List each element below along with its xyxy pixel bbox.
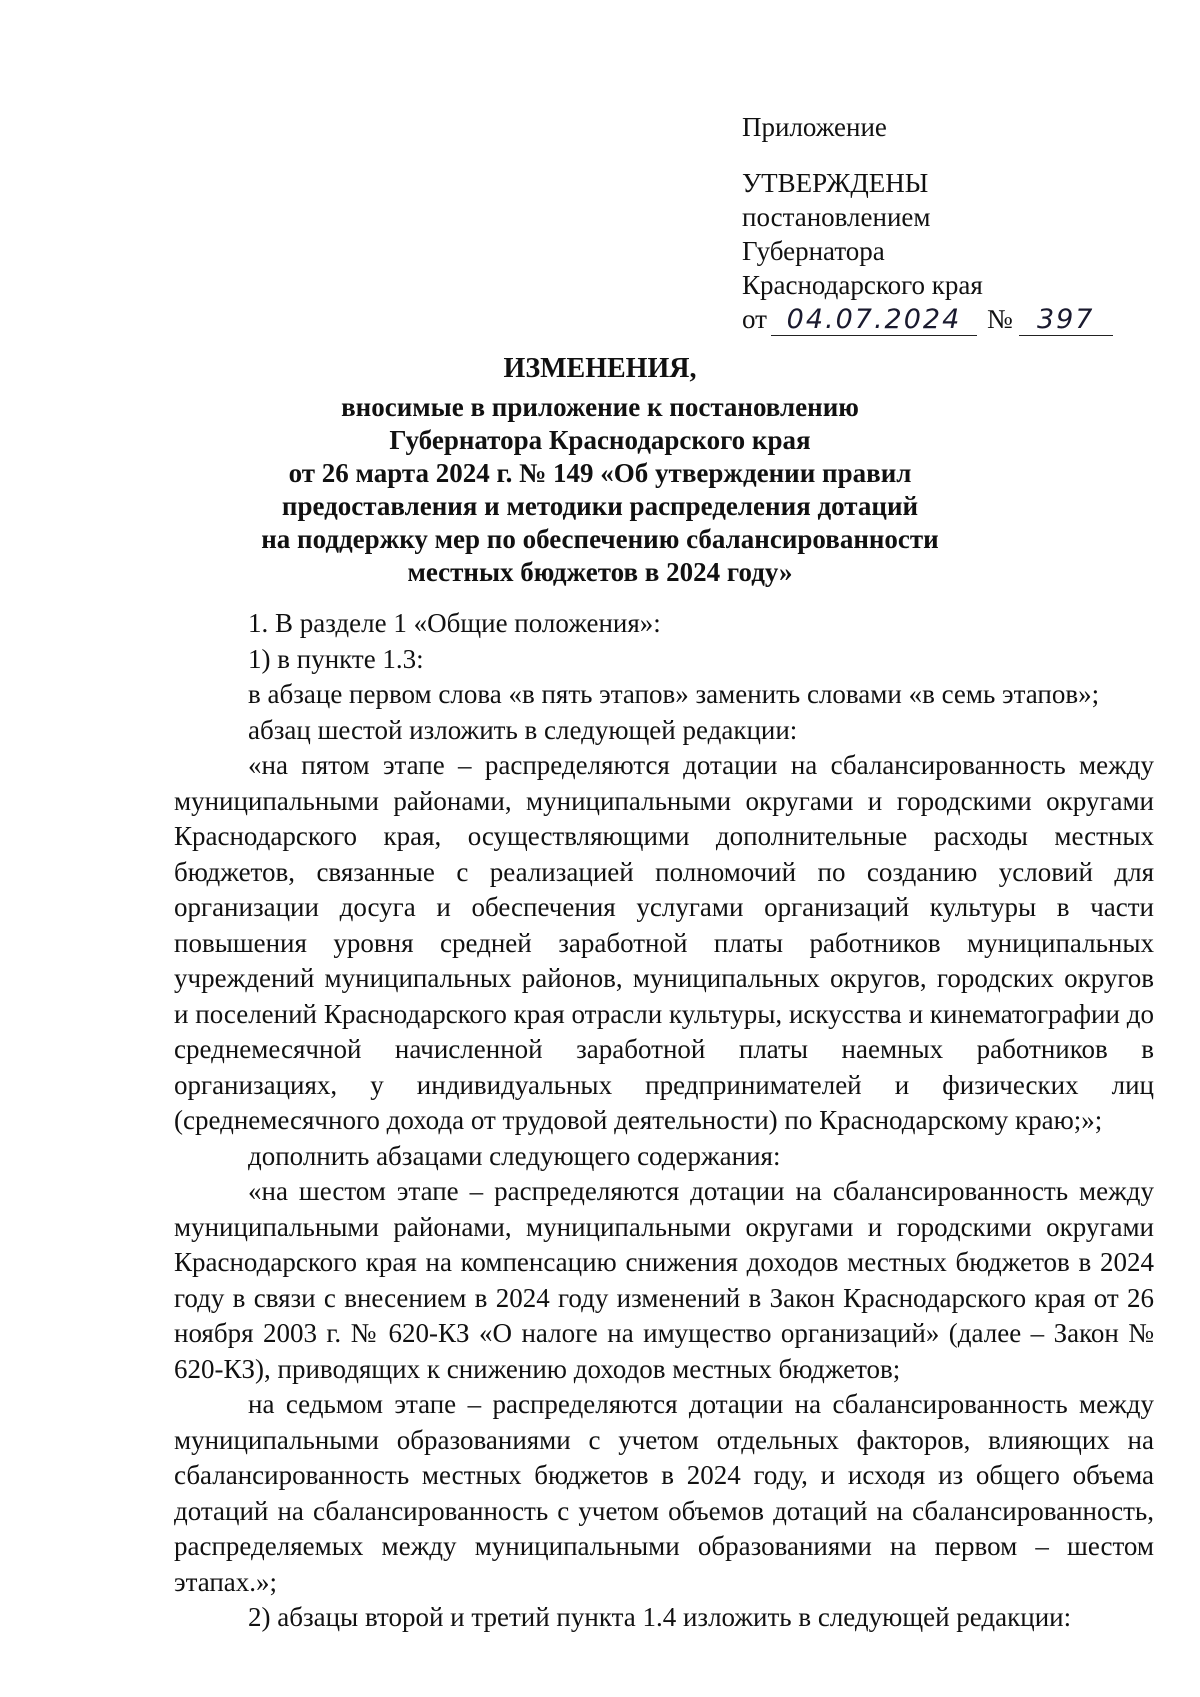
title-line: вносимые в приложение к постановлению	[341, 392, 859, 422]
body-paragraph: «на шестом этапе – распределяются дотации на сбалансированность между муниципальными районами, муниципальными округами и городскими округами Краснодарского края на компенсацию снижения доходов местных бюджетов в 2024 году в связи с внесением в 2024 году изменений в Закон Краснодарского края от 26 ноября 2003 г. № 620-КЗ «О налоге на имущество организаций» (далее – Закон № 620-КЗ), приводящих к снижению доходов местных бюджетов;	[174, 1176, 1154, 1384]
date-prefix: от	[742, 304, 767, 334]
body-paragraph: 2) абзацы второй и третий пункта 1.4 изложить в следующей редакции:	[248, 1602, 1072, 1632]
title-line: на поддержку мер по обеспечению сбалансированности	[261, 524, 939, 554]
body-paragraph: 1. В разделе 1 «Общие положения»:	[248, 608, 661, 638]
body-paragraph: дополнить абзацами следующего содержания:	[248, 1140, 781, 1171]
governor-label: Губернатора	[742, 236, 885, 266]
body-paragraph: абзац шестой изложить в следующей редакции:	[248, 714, 798, 745]
document-body	[174, 606, 1154, 1636]
title-line: Губернатора Краснодарского края	[389, 425, 811, 455]
resolution-label: постановлением	[742, 202, 931, 232]
appendix-label: Приложение	[742, 112, 887, 142]
region-label: Краснодарского края	[742, 270, 983, 300]
date-number-line	[742, 302, 1162, 336]
spacer	[742, 144, 1162, 166]
body-paragraph: «на пятом этапе – распределяются дотации на сбалансированность между муниципальными районами, муниципальными округами и городскими округами Краснодарского края, осуществляющими дополнительные расходы местных бюджетов, связанные с реализацией полномочий по созданию условий для организации досуга и обеспечения услугами организаций культуры в части повышения уровня средней заработной платы работников муниципальных учреждений муниципальных районов, муниципальных округов, городских округов и поселений Краснодарского края отрасли культуры, искусства и кинематографии до среднемесячной начисленной заработной платы наемных работников в организациях, у индивидуальных предпринимателей и физических лиц (среднемесячного дохода от трудовой деятельности) по Краснодарскому краю;»;	[174, 750, 1154, 1135]
title-main: ИЗМЕНЕНИЯ,	[503, 353, 697, 384]
body-paragraph: на седьмом этапе – распределяются дотации на сбалансированность между муниципальными образованиями с учетом отдельных факторов, влияющих на сбалансированность местных бюджетов в 2024 году, и исходя из общего объема дотаций на сбалансированность с учетом объемов дотаций на сбалансированность, распределяемых между муниципальными образованиями на первом – шестом этапах.»;	[174, 1389, 1154, 1597]
approval-block	[742, 110, 1162, 336]
body-paragraph: 1) в пункте 1.3:	[248, 643, 424, 674]
approved-label: УТВЕРЖДЕНЫ	[742, 168, 929, 198]
title-line: от 26 марта 2024 г. № 149 «Об утверждении правил	[288, 458, 912, 488]
title-line: местных бюджетов в 2024 году»	[407, 557, 793, 587]
handwritten-date: 04.07.2024	[771, 305, 977, 336]
body-paragraph: в абзаце первом слова «в пять этапов» заменить словами «в семь этапов»;	[248, 679, 1100, 709]
document-title	[150, 352, 1050, 589]
title-line: предоставления и методики распределения дотаций	[281, 491, 919, 521]
number-sign: №	[986, 304, 1013, 334]
handwritten-number: 397	[1019, 305, 1113, 336]
